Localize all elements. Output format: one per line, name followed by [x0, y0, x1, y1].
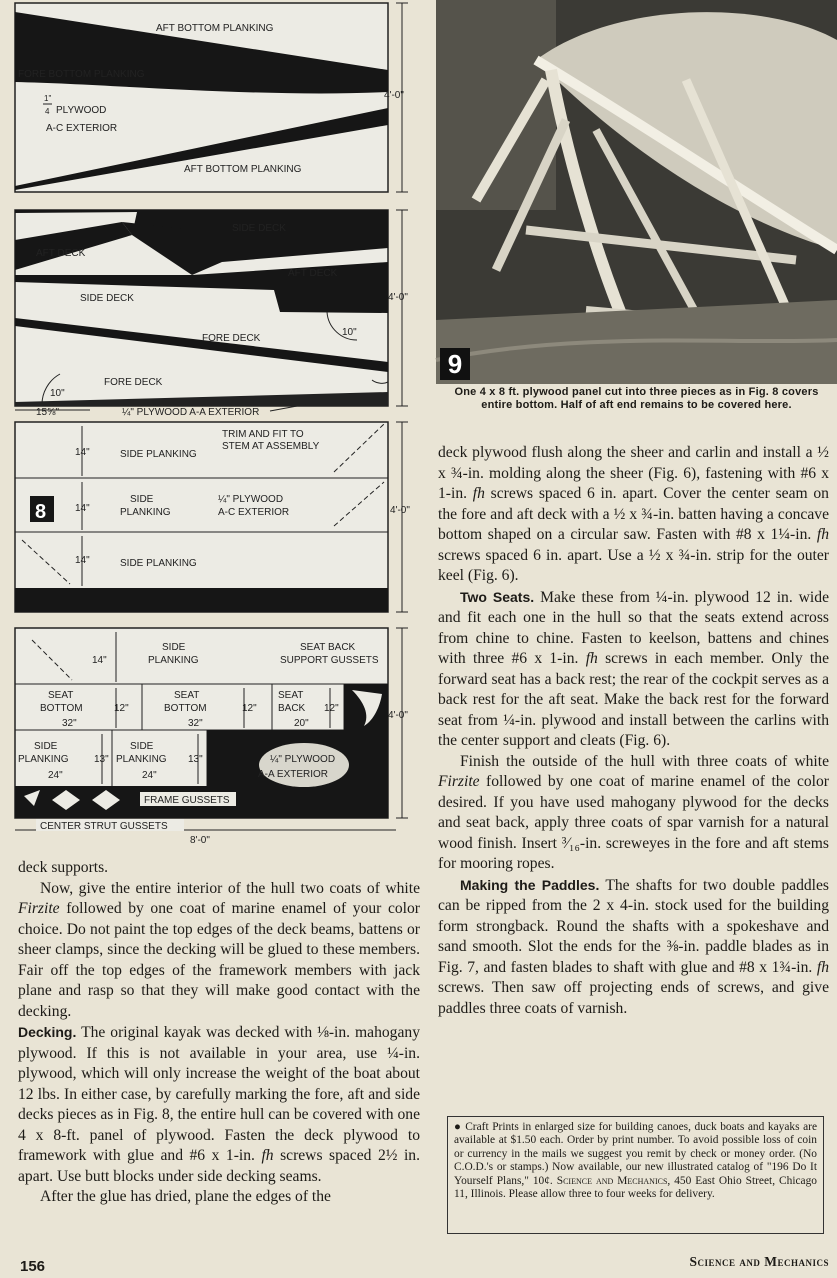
side-plank1-label-a: SIDE — [34, 741, 58, 752]
side-plank1-height: 13" — [94, 754, 109, 765]
p4-side-label-a: SIDE — [162, 642, 186, 653]
plank1-height: 14" — [75, 447, 90, 458]
kayak-frame-photo — [436, 0, 837, 384]
cutting-diagram-svg — [12, 0, 430, 846]
trim-note-line2: STEM AT ASSEMBLY — [222, 441, 320, 452]
plank2-height: 14" — [75, 503, 90, 514]
side-plank2-height: 13" — [188, 754, 203, 765]
side-planking-label-2b: PLANKING — [120, 507, 171, 518]
paragraph-paddles: Making the Paddles. The shafts for two double paddles can be ripped from the 2 x 4-in. stock used for the building form strongback. Round the shafts with a spokeshave and sand smooth. Slot the ends for the ⅜-in. paddle blades as in Fig. 7, and fasten blades to shaft with glue and #8 x 1¾-in. fh screws. Then saw off projecting ends of screws, and give paddles three coats of varnish. — [438, 876, 829, 1017]
panel-decks — [15, 210, 408, 418]
bullet-icon: ● — [454, 1121, 462, 1133]
aft-deck-label-right: AFT DECK — [288, 268, 338, 279]
panel-bottom-planking — [15, 3, 408, 192]
fore-bottom-label: FORE BOTTOM PLANKING — [18, 69, 145, 80]
seat-bottom1-label-a: SEAT — [48, 690, 74, 701]
paragraph-decking: Decking. The original kayak was decked with ⅛-in. mahogany plywood. If this is not available in your area, use ¼-in. plywood, which will only increase the weight of the boat about 12 lbs. In either case, by carefully marking the fore, aft and side decks pieces as in Fig. 8, the entire hull can be covered with one 4 x 8-ft. panel of plywood. Fasten the deck plywood to framework with glue and #6 x 1-in. fh screws spaced 2½ in. apart. Use butt blocks under side decking seams. — [18, 1024, 420, 1185]
plank3-height: 14" — [75, 555, 90, 566]
panel4-width-dim: 4'-0" — [388, 710, 408, 721]
photo-caption: One 4 x 8 ft. plywood panel cut into three pieces as in Fig. 8 covers entire bottom. Half of aft end remains to be covered here. — [454, 386, 819, 411]
side-planking-label-2a: SIDE — [130, 494, 154, 505]
fore-deck-label-top: FORE DECK — [202, 333, 261, 344]
gusset-label-b: SUPPORT GUSSETS — [280, 655, 379, 666]
ten-inch-dim-right: 10" — [342, 327, 357, 338]
aft-bottom-label-bottom: AFT BOTTOM PLANKING — [184, 164, 302, 175]
photo-figure-number: 9 — [440, 348, 470, 380]
side-deck-label-top: SIDE DECK — [232, 223, 286, 234]
seat-bottom1-width: 32" — [62, 718, 77, 729]
plywood-aa-label: ¼" PLYWOOD A-A EXTERIOR — [122, 407, 260, 418]
plywood-fraction-num: 1" — [44, 94, 52, 103]
aft-bottom-label-top: AFT BOTTOM PLANKING — [156, 23, 274, 34]
p4-side-height: 14" — [92, 655, 107, 666]
gusset-label-a: SEAT BACK — [300, 642, 356, 653]
panel1-width-dim: 4'-0" — [384, 90, 404, 101]
photo-illustration — [436, 0, 837, 384]
overall-length-dim: 8'-0" — [190, 835, 210, 846]
frame-gussets-label: FRAME GUSSETS — [144, 795, 230, 806]
fifteen-dim: 15⅝" — [36, 407, 60, 418]
right-column-text — [438, 443, 829, 1019]
seat-bottom2-label-b: BOTTOM — [164, 703, 207, 714]
panel2-width-dim: 4'-0" — [388, 292, 408, 303]
figure-number-8: 8 — [35, 501, 47, 523]
ten-inch-dim-left: 10" — [50, 388, 65, 399]
aft-deck-label-left: AFT DECK — [36, 248, 86, 259]
paragraph-after-glue: After the glue has dried, plane the edges of the — [40, 1188, 331, 1205]
side-planking-label-3: SIDE PLANKING — [120, 558, 197, 569]
seat-back-label-a: SEAT — [278, 690, 304, 701]
paragraph-deck-supports: deck supports. — [18, 859, 109, 876]
seat-back-width: 20" — [294, 718, 309, 729]
left-column-text — [18, 858, 420, 1208]
panel-seats-gussets — [15, 628, 408, 846]
seat-bottom1-label-b: BOTTOM — [40, 703, 83, 714]
panel-side-planking — [15, 422, 410, 612]
seat-back-label-b: BACK — [278, 703, 306, 714]
plywood-grade-label: A-C EXTERIOR — [46, 123, 118, 134]
p4-side-label-b: PLANKING — [148, 655, 199, 666]
paragraph-deck-plywood: deck plywood flush along the sheer and carlin and install a ½ x ¾-in. molding along the sheer (Fig. 6), fastening with #6 x 1-in. fh screws spaced 6 in. apart. Cover the center seam on the fore and aft deck with a ½ x ¾-in. batten having a concave bottom shaped on a circular saw. Fasten with #8 x 1¼-in. fh screws spaced 6 in. apart. Use a ½ x ¾-in. strip for the outer keel (Fig. 6). — [438, 444, 829, 584]
heading-decking: Decking. — [18, 1024, 77, 1040]
running-footer: Science and Mechanics — [689, 1254, 829, 1269]
plywood-ac-label-b: A-C EXTERIOR — [218, 507, 290, 518]
side-deck-label-mid: SIDE DECK — [80, 293, 134, 304]
seat-bottom1-height: 12" — [114, 703, 129, 714]
seat-bottom2-label-a: SEAT — [174, 690, 200, 701]
fore-deck-label-bottom: FORE DECK — [104, 377, 163, 388]
heading-two-seats: Two Seats. — [460, 588, 535, 605]
seat-bottom2-width: 32" — [188, 718, 203, 729]
side-plank2-label-b: PLANKING — [116, 754, 167, 765]
side-plank2-width: 24" — [142, 770, 157, 781]
figure-8-cutting-diagram — [12, 0, 430, 846]
paragraph-finish: Finish the outside of the hull with three coats of white Firzite followed by one coat of marine enamel of the color desired. If you have used mahogany plywood for the decks and seat back, apply three coats of spar varnish for a natural wood finish. Insert ³⁄₁₆-in. screweyes in the fore and aft stems for mooring ropes. — [438, 752, 829, 872]
paragraph-interior-paint: Now, give the entire interior of the hull two coats of white Firzite followed by one coat of marine enamel of your color choice. Do not paint the top edges of the deck beams, battens or sheer clamps, since the decking will be glued to these members. Fair off the top edges of the framework members with jack plane and rasp so that they will make good contact with the decking. — [18, 879, 420, 1020]
side-plank2-label-a: SIDE — [130, 741, 154, 752]
side-plank1-label-b: PLANKING — [18, 754, 69, 765]
seat-bottom2-height: 12" — [242, 703, 257, 714]
heading-paddles: Making the Paddles. — [460, 876, 600, 893]
plywood-aa-label-p4-b: A-A EXTERIOR — [258, 769, 329, 780]
plywood-aa-label-p4-a: ¼" PLYWOOD — [270, 754, 336, 765]
side-plank1-width: 24" — [48, 770, 63, 781]
panel3-width-dim: 4'-0" — [390, 505, 410, 516]
center-strut-gussets-label: CENTER STRUT GUSSETS — [40, 821, 168, 832]
paragraph-two-seats: Two Seats. Make these from ¼-in. plywood 12 in. wide and fit each one in the hull so that the seats extend across from chine to chine. Fasten to keelson, battens and chines with three #6 x 1-in. fh screws in each member. Only the forward seat has a back rest; the rear of the cockpit serves as a back rest for the aft seat. Make the back rest for the forward seat from ¼-in. plywood and install between the carlins with the center support and cleats (Fig. 6). — [438, 588, 829, 749]
trim-note-line1: TRIM AND FIT TO — [222, 429, 304, 440]
side-planking-label-1: SIDE PLANKING — [120, 449, 197, 460]
seat-back-height: 12" — [324, 703, 339, 714]
publisher-name: Science and Mechanics — [556, 1174, 668, 1187]
plywood-ac-label-a: ¼" PLYWOOD — [218, 494, 284, 505]
plywood-fraction-den: 4 — [45, 107, 50, 116]
page-number: 156 — [20, 1258, 46, 1275]
craft-prints-notice: ● Craft Prints in enlarged size for building canoes, duck boats and kayaks are available at $1.50 each. Order by print number. To avoid possible loss of coin or currency in the mails we suggest you remit by check or money order. (No C.O.D.'s or stamps.) Now available, our new illustrated catalog of "196 Do It Yourself Plans," 10¢. Science and Mechanics, 450 East Ohio Street, Chicago 11, Illinois. Please allow three to four weeks for delivery. — [447, 1116, 824, 1234]
plywood-label: PLYWOOD — [56, 105, 107, 116]
